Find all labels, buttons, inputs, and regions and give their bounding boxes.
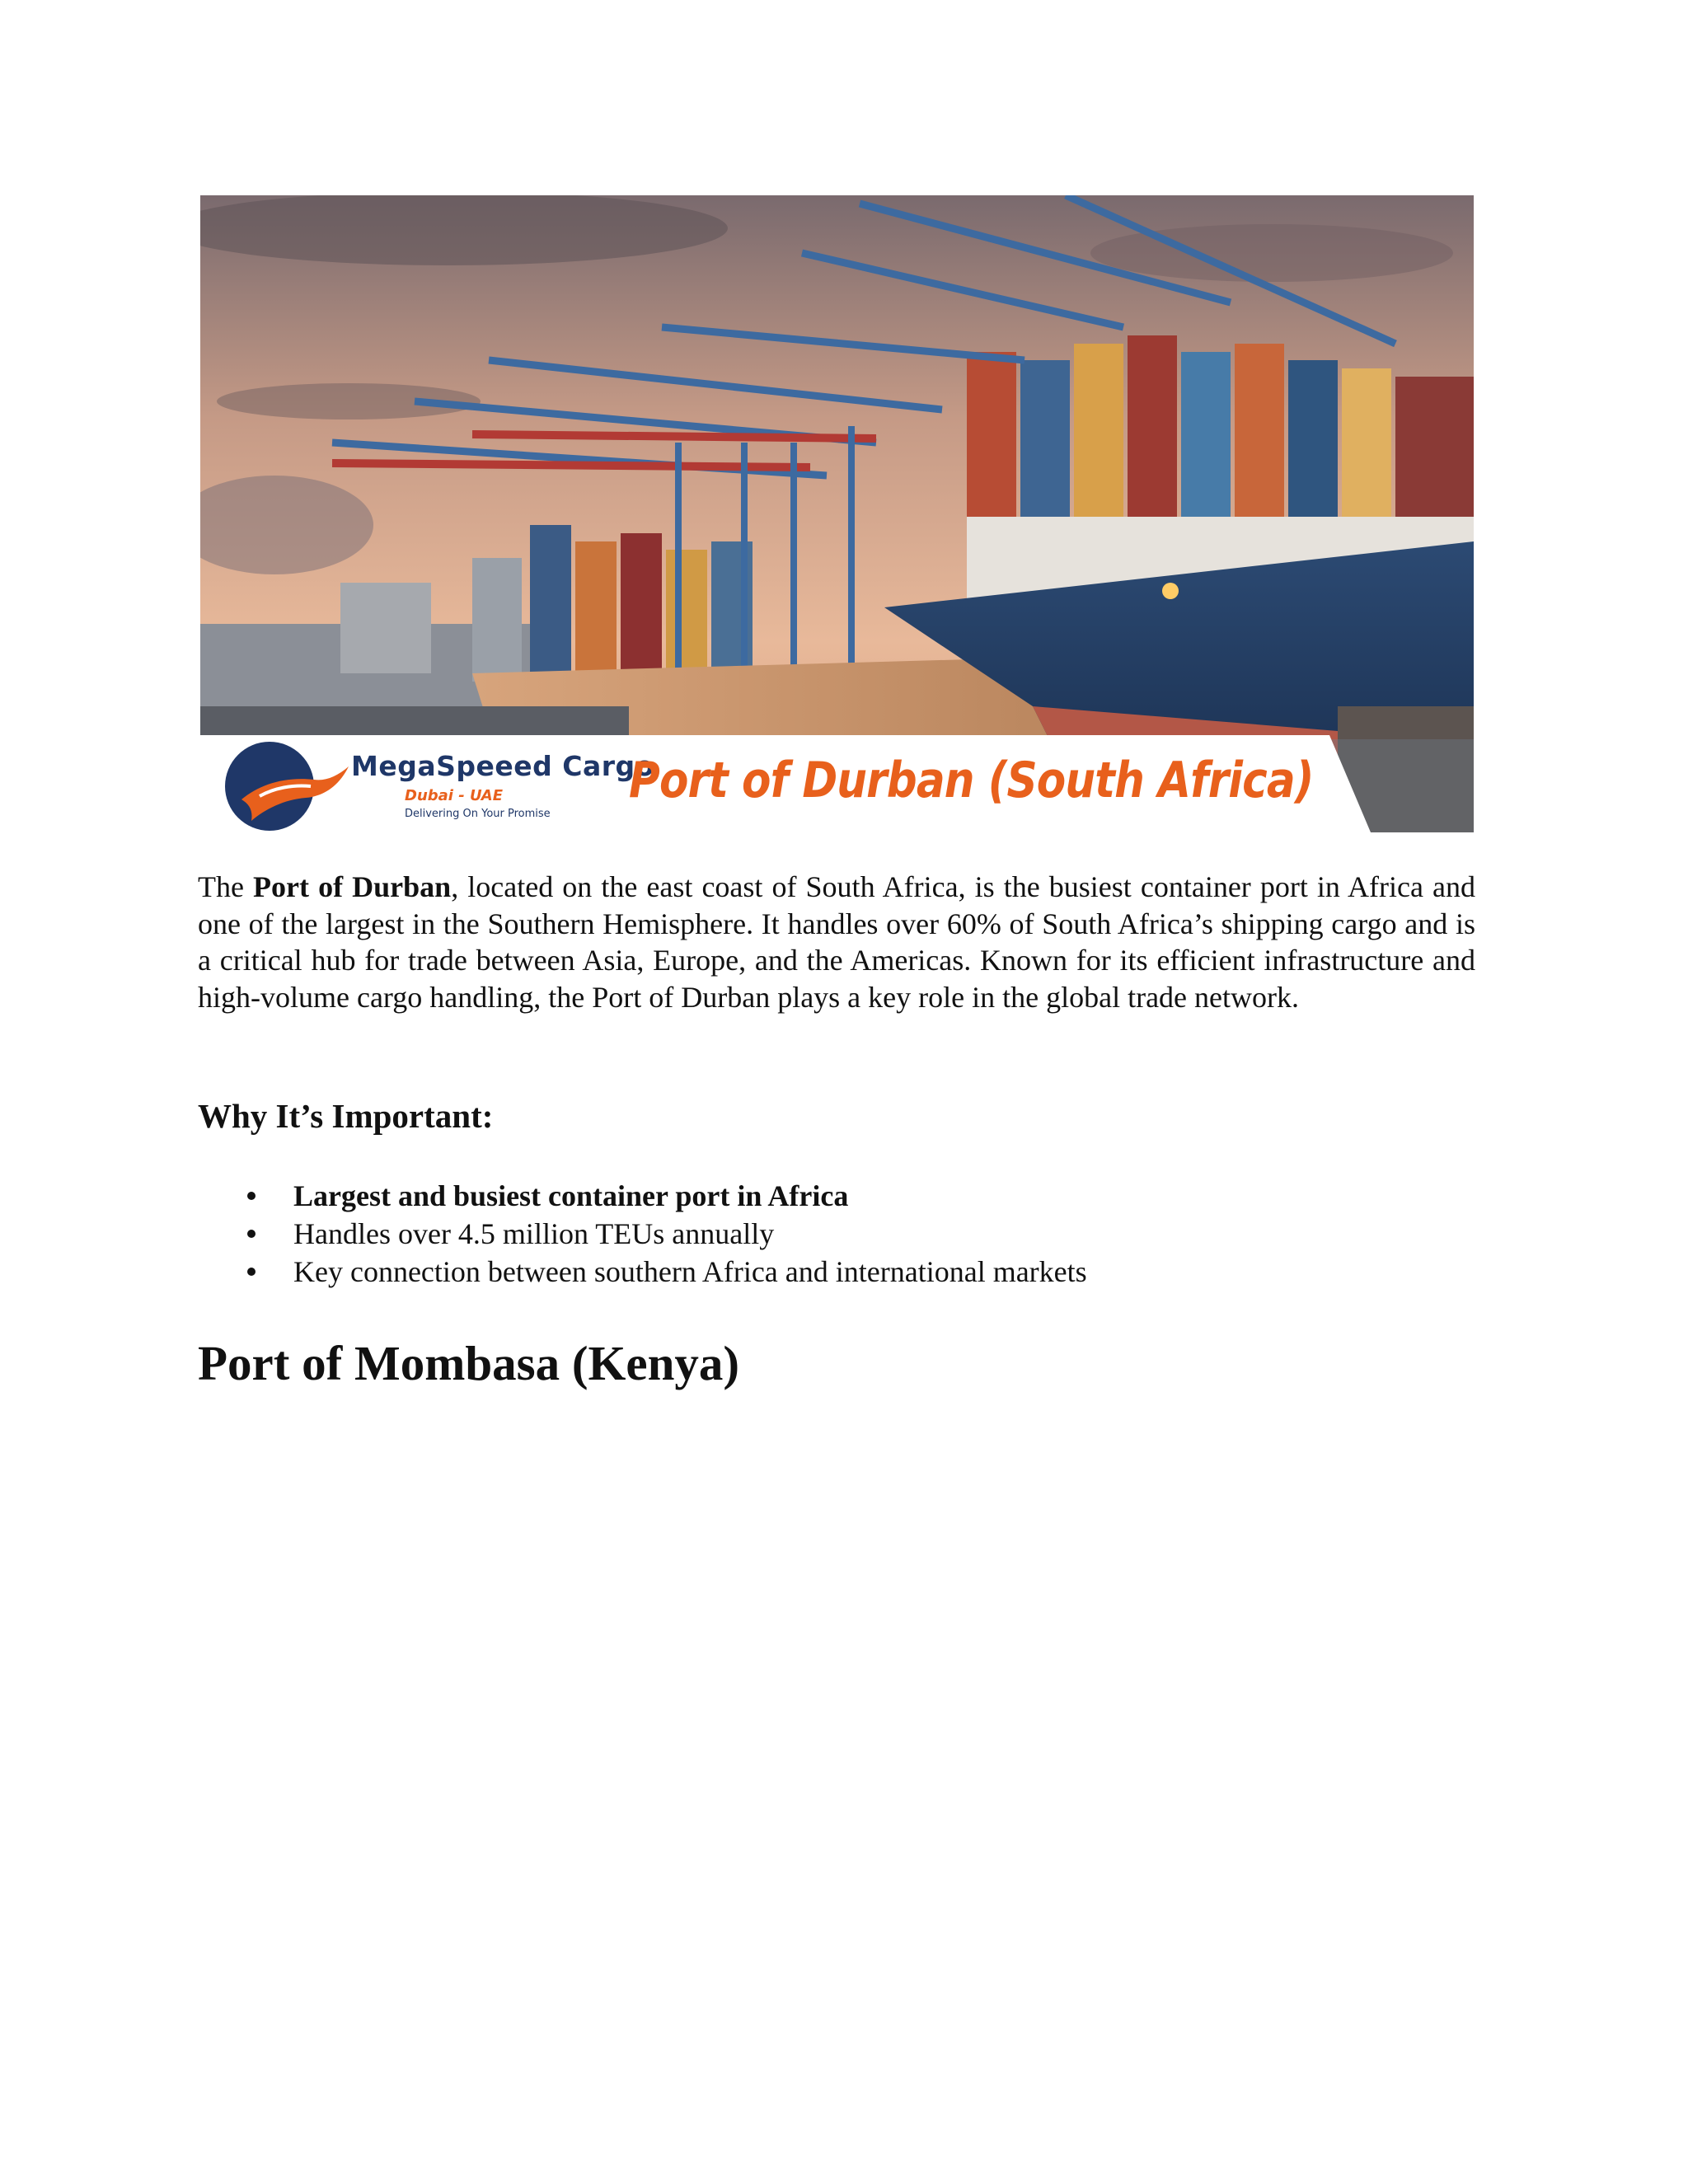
section-heading: Port of Mombasa (Kenya) (198, 1336, 740, 1390)
intro-port-name: Port of Durban (253, 870, 452, 903)
importance-list (198, 1177, 1475, 1291)
brand-tagline: Delivering On Your Promise (405, 808, 551, 820)
list-item (198, 1253, 1475, 1291)
intro-paragraph (198, 869, 1475, 1015)
bullet-icon (247, 1268, 256, 1276)
bullet-icon (247, 1230, 256, 1238)
importance-heading: Why It’s Important: (198, 1097, 494, 1135)
list-item-text: Largest and busiest container port in Africa (293, 1179, 849, 1212)
list-item (198, 1177, 1475, 1215)
bullet-icon (247, 1192, 256, 1200)
list-item-text: Key connection between southern Africa and international markets (293, 1255, 1087, 1288)
list-item (198, 1215, 1475, 1253)
list-item-text: Handles over 4.5 million TEUs annually (293, 1217, 775, 1250)
banner-title: Port of Durban (South Africa) (629, 752, 1314, 809)
intro-body: , located on the east coast of South Africa, is the busiest container port in Africa and one of the largest in the Southern Hemisphere. It handles over 60% of South Africa’s shipping cargo and is a critical hub for trade between Asia, Europe, and the Americas. Known for its efficient infrastructure and high-volume cargo handling, the Port of Durban plays a key role in the global trade network. (198, 870, 1476, 1014)
intro-lead: The (198, 870, 254, 903)
brand-location: Dubai - UAE (405, 787, 503, 804)
brand-name: MegaSpeeed Cargo (351, 750, 654, 782)
brand-strip (200, 735, 1474, 832)
port-banner-image (200, 195, 1474, 832)
brand-logo-bird-icon (235, 752, 350, 824)
